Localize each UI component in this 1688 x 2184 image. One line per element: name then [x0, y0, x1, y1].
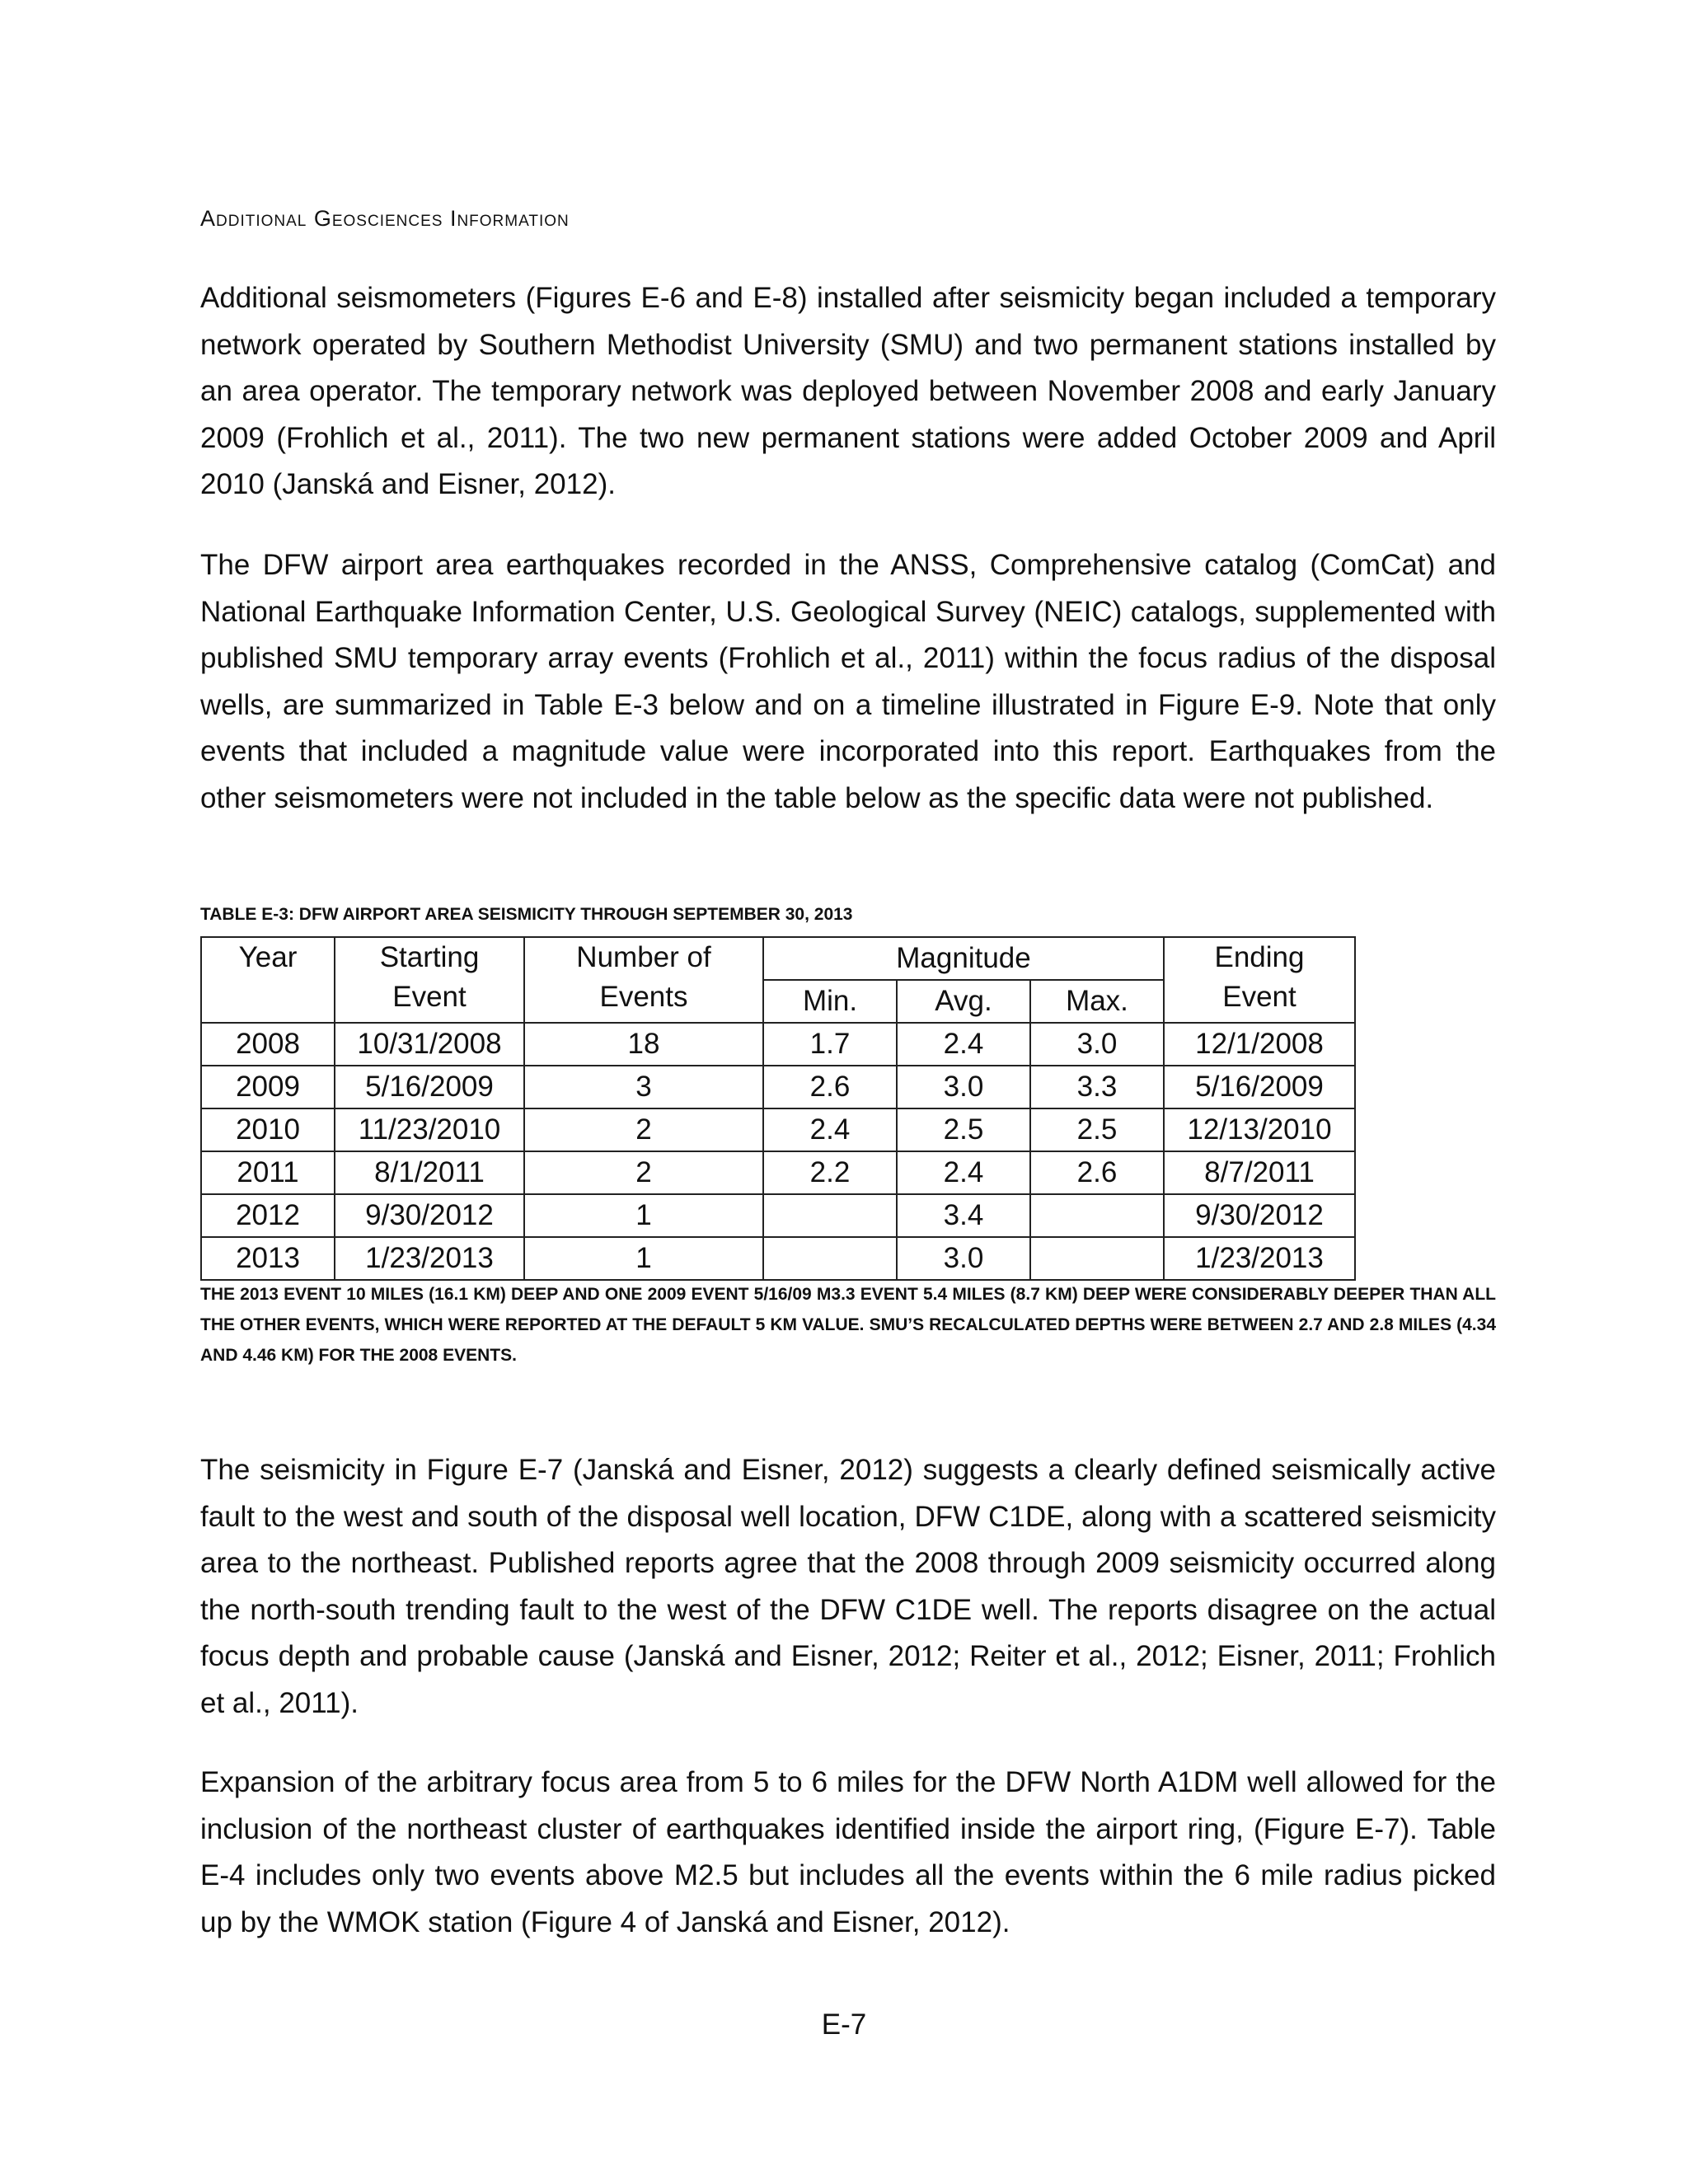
cell-start: 1/23/2013 — [335, 1237, 524, 1280]
table-caption: TABLE E-3: DFW AIRPORT AREA SEISMICITY THROUGH SEPTEMBER 30, 2013 — [200, 905, 853, 924]
cell-count: 3 — [524, 1066, 763, 1108]
paragraph-focus-expansion: Expansion of the arbitrary focus area from 5 to 6 miles for the DFW North A1DM well allowed for the inclusion of the northeast cluster of earthquakes identified inside the airport ring, (Figure E-7). Table E-4 includes only two events above M2.5 but includes all the events within the 6 mile radius picked up by the WMOK station (Figure 4 of Janská and Eisner, 2012). — [200, 1766, 1496, 1938]
cell-count: 1 — [524, 1194, 763, 1237]
table-row — [201, 1023, 1355, 1066]
header-starting-event: Starting Event — [335, 937, 524, 1023]
paragraph-dfw-earthquakes: The DFW airport area earthquakes recorded in the ANSS, Comprehensive catalog (ComCat) and National Earthquake Information Center, U.S. Geological Survey (NEIC) catalogs, supplemented with published SMU temporary array events (Frohlich et al., 2011) within the focus radius of the disposal wells, are summarized in Table E-3 below and on a timeline illustrated in Figure E-9. Note that only events that included a magnitude value were incorporated into this report. Earthquakes from the other seismometers were not included in the table below as the specific data were not published. — [200, 549, 1496, 814]
header-min: Min. — [763, 980, 897, 1023]
header-ending-event: Ending Event — [1164, 937, 1355, 1023]
cell-min: 2.6 — [763, 1066, 897, 1108]
header-year: Year — [201, 937, 335, 1023]
table-row — [201, 1194, 1355, 1237]
cell-min — [763, 1237, 897, 1280]
section-header: Additional Geosciences Information — [200, 206, 570, 231]
cell-year: 2012 — [201, 1194, 335, 1237]
cell-start: 5/16/2009 — [335, 1066, 524, 1108]
cell-start: 8/1/2011 — [335, 1151, 524, 1194]
header-avg: Avg. — [897, 980, 1030, 1023]
table-row — [201, 1108, 1355, 1151]
cell-start: 11/23/2010 — [335, 1108, 524, 1151]
cell-year: 2009 — [201, 1066, 335, 1108]
cell-max: 2.5 — [1030, 1108, 1164, 1151]
cell-count: 2 — [524, 1108, 763, 1151]
seismicity-table — [200, 936, 1356, 1281]
page-number: E-7 — [821, 2008, 867, 2041]
cell-avg: 2.4 — [897, 1023, 1030, 1066]
cell-min: 2.4 — [763, 1108, 897, 1151]
cell-end: 12/13/2010 — [1164, 1108, 1355, 1151]
cell-max: 3.0 — [1030, 1023, 1164, 1066]
cell-end: 12/1/2008 — [1164, 1023, 1355, 1066]
cell-count: 2 — [524, 1151, 763, 1194]
paragraph-seismometers: Additional seismometers (Figures E-6 and E-8) installed after seismicity began included a temporary network operated by Southern Methodist University (SMU) and two permanent stations installed by an area operator. The temporary network was deployed between November 2008 and early January 2009 (Frohlich et al., 2011). The two new permanent stations were added October 2009 and April 2010 (Janská and Eisner, 2012). — [200, 282, 1496, 500]
cell-count: 1 — [524, 1237, 763, 1280]
header-max: Max. — [1030, 980, 1164, 1023]
cell-max: 2.6 — [1030, 1151, 1164, 1194]
cell-avg: 3.0 — [897, 1066, 1030, 1108]
cell-end: 1/23/2013 — [1164, 1237, 1355, 1280]
cell-max: 3.3 — [1030, 1066, 1164, 1108]
cell-avg: 3.0 — [897, 1237, 1030, 1280]
cell-end: 9/30/2012 — [1164, 1194, 1355, 1237]
cell-year: 2008 — [201, 1023, 335, 1066]
cell-year: 2011 — [201, 1151, 335, 1194]
paragraph-fault-seismicity: The seismicity in Figure E-7 (Janská and Eisner, 2012) suggests a clearly defined seismically active fault to the west and south of the disposal well location, DFW C1DE, along with a scattered seismicity area to the northeast. Published reports agree that the 2008 through 2009 seismicity occurred along the north-south trending fault to the west of the DFW C1DE well. The reports disagree on the actual focus depth and probable cause (Janská and Eisner, 2012; Reiter et al., 2012; Eisner, 2011; Frohlich et al., 2011). — [200, 1454, 1496, 1719]
cell-min: 1.7 — [763, 1023, 897, 1066]
cell-avg: 3.4 — [897, 1194, 1030, 1237]
table-row — [201, 1151, 1355, 1194]
cell-avg: 2.5 — [897, 1108, 1030, 1151]
cell-avg: 2.4 — [897, 1151, 1030, 1194]
cell-year: 2010 — [201, 1108, 335, 1151]
cell-max — [1030, 1237, 1164, 1280]
table-footnote: THE 2013 EVENT 10 MILES (16.1 KM) DEEP AND ONE 2009 EVENT 5/16/09 M3.3 EVENT 5.4 MILES (8.7 KM) DEEP WERE CONSIDERABLY DEEPER THAN ALL THE OTHER EVENTS, WHICH WERE REPORTED AT THE DEFAULT 5 KM VALUE. SMU’S RECALCULATED DEPTHS WERE BETWEEN 2.7 AND 2.8 MILES (4.34 AND 4.46 KM) FOR THE 2008 EVENTS. — [200, 1285, 1496, 1365]
table-row — [201, 1066, 1355, 1108]
cell-min: 2.2 — [763, 1151, 897, 1194]
header-number-of-events: Number of Events — [524, 937, 763, 1023]
cell-min — [763, 1194, 897, 1237]
cell-max — [1030, 1194, 1164, 1237]
cell-count: 18 — [524, 1023, 763, 1066]
table-row — [201, 1237, 1355, 1280]
header-magnitude: Magnitude — [763, 937, 1164, 980]
cell-end: 8/7/2011 — [1164, 1151, 1355, 1194]
cell-start: 9/30/2012 — [335, 1194, 524, 1237]
cell-start: 10/31/2008 — [335, 1023, 524, 1066]
cell-year: 2013 — [201, 1237, 335, 1280]
cell-end: 5/16/2009 — [1164, 1066, 1355, 1108]
